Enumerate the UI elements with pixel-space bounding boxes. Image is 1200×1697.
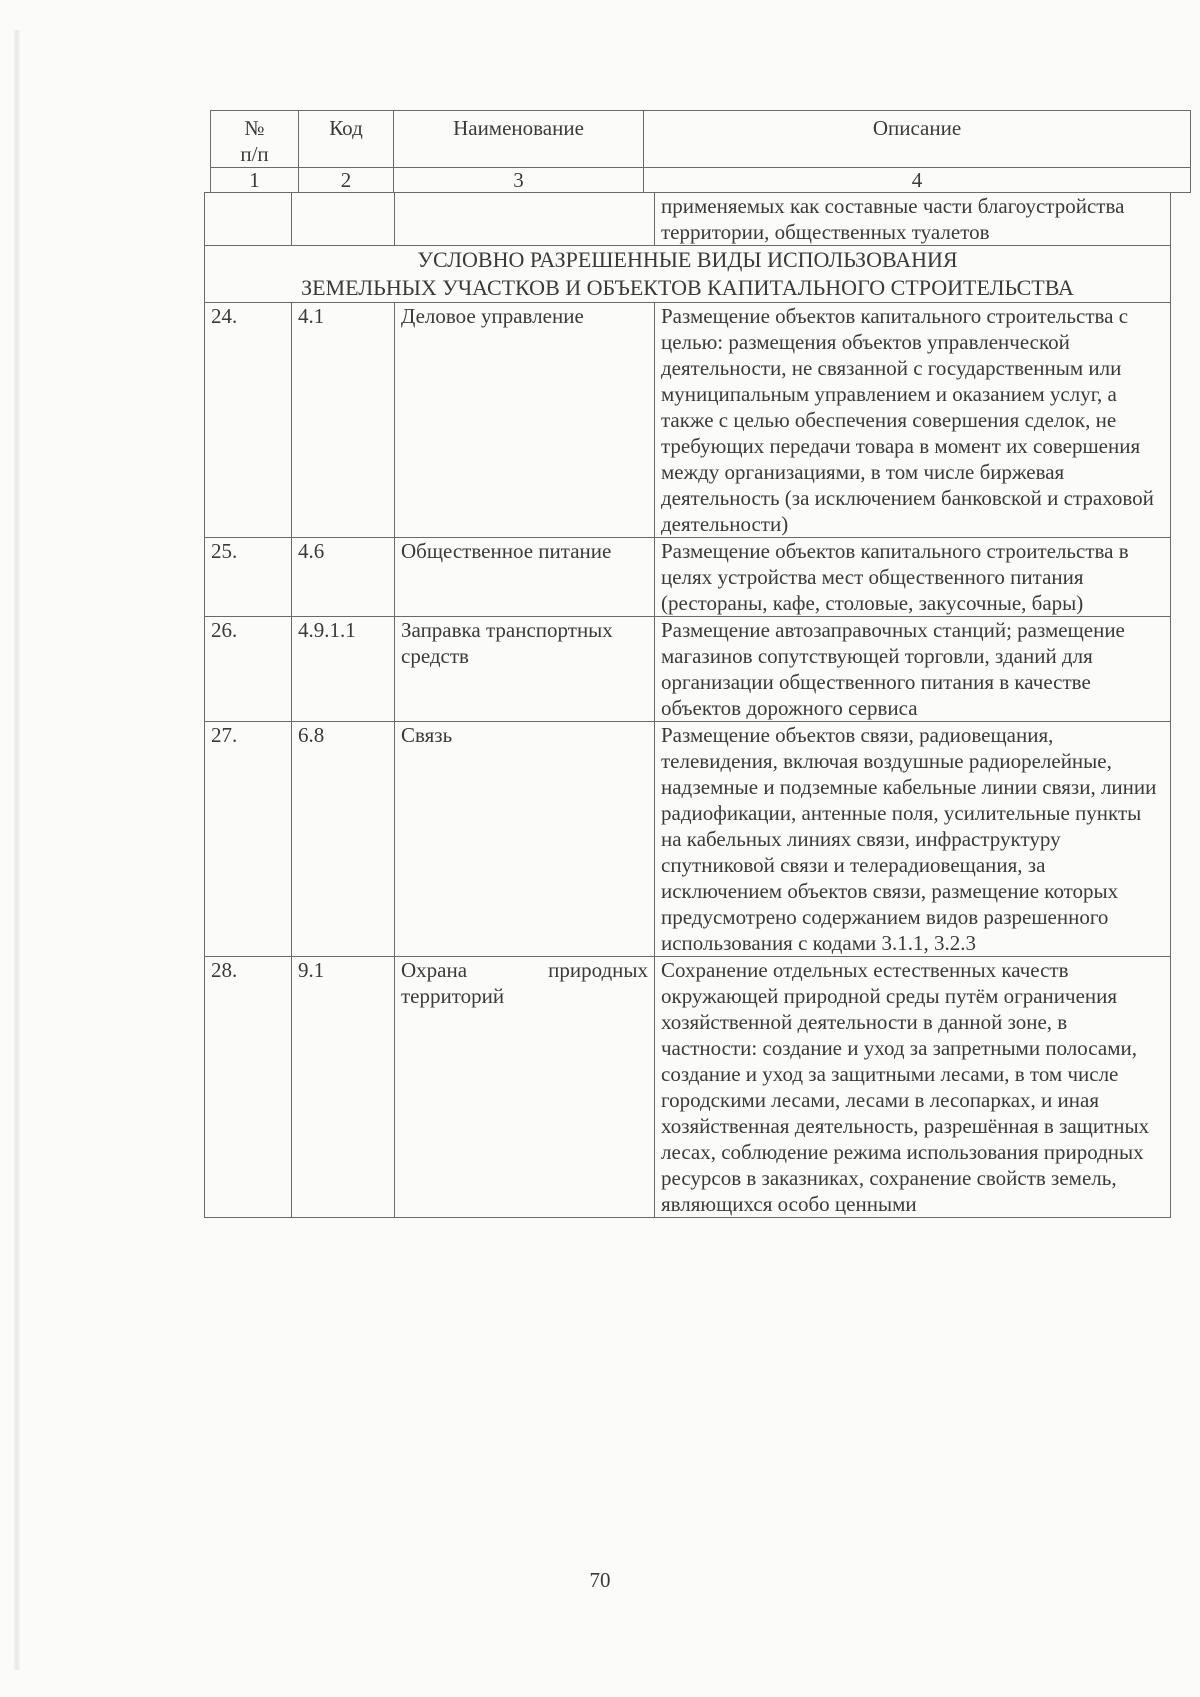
section-title-row bbox=[205, 246, 1171, 303]
table-row bbox=[205, 303, 1171, 538]
table-row-continuation bbox=[205, 193, 1171, 246]
header-num bbox=[211, 111, 299, 168]
table-row bbox=[205, 722, 1171, 957]
row-code: 4.1 bbox=[292, 303, 395, 538]
header-name-label: Наименование bbox=[453, 116, 584, 140]
row-desc: Размещение объектов капитального строительства с целью: размещения объектов управленческой деятельности, не связанной с государственным или муниципальным управлением и оказанием услуг, а также с целью обеспечения совершения сделок, не требующих передачи товара в момент их совершения между организациями, в том числе биржевая деятельность (за исключением банковской и страховой деятельности) bbox=[655, 303, 1171, 538]
row-desc: Сохранение отдельных естественных качеств окружающей природной среды путём ограничения хозяйственной деятельности в данной зоне, в частности: создание и уход за запретными полосами, создание и уход за защитными лесами, в том числе городскими лесами, лесами в лесопарках, и иная хозяйственная деятельность, разрешённая в защитных лесах, соблюдение режима использования природных ресурсов в заказниках, сохранение свойств земель, являющихся особо ценными bbox=[655, 957, 1171, 1218]
row-code: 6.8 bbox=[292, 722, 395, 957]
column-number-4: 4 bbox=[644, 168, 1191, 193]
page-number: 70 bbox=[589, 1568, 611, 1592]
continuation-desc: применяемых как составные части благоустройства территории, общественных туалетов bbox=[655, 193, 1171, 246]
section-title-line1: УСЛОВНО РАЗРЕШЕННЫЕ ВИДЫ ИСПОЛЬЗОВАНИЯ bbox=[417, 247, 958, 272]
row-num: 25. bbox=[205, 538, 292, 617]
row-num: 27. bbox=[205, 722, 292, 957]
column-number-1: 1 bbox=[211, 168, 299, 193]
table-body bbox=[204, 192, 1171, 1218]
section-title bbox=[205, 246, 1171, 303]
header-code bbox=[299, 111, 394, 168]
row-code: 4.6 bbox=[292, 538, 395, 617]
column-number-2: 2 bbox=[299, 168, 394, 193]
section-title-line2: ЗЕМЕЛЬНЫХ УЧАСТКОВ И ОБЪЕКТОВ КАПИТАЛЬНОГО СТРОИТЕЛЬСТВА bbox=[301, 275, 1074, 300]
row-name: Общественное питание bbox=[395, 538, 655, 617]
row-name: Охрана природных территорий bbox=[395, 957, 655, 1218]
header-desc-label: Описание bbox=[872, 116, 962, 140]
row-name: Заправка транспортных средств bbox=[395, 617, 655, 722]
header-desc bbox=[644, 111, 1191, 168]
row-num: 26. bbox=[205, 617, 292, 722]
table-row bbox=[205, 617, 1171, 722]
row-num: 28. bbox=[205, 957, 292, 1218]
header-num-label: № п/п bbox=[240, 116, 269, 166]
row-code: 4.9.1.1 bbox=[292, 617, 395, 722]
row-name: Деловое управление bbox=[395, 303, 655, 538]
table-row bbox=[205, 957, 1171, 1218]
row-code: 9.1 bbox=[292, 957, 395, 1218]
header-name bbox=[394, 111, 644, 168]
row-name: Связь bbox=[395, 722, 655, 957]
row-desc: Размещение объектов связи, радиовещания, телевидения, включая воздушные радиорелейные, надземные и подземные кабельные линии связи, линии радиофикации, антенные поля, усилительные пункты на кабельных линиях связи, инфраструктуру спутниковой связи и телерадиовещания, за исключением объектов связи, размещение которых предусмотрено содержанием видов разрешенного использования с кодами 3.1.1, 3.2.3 bbox=[655, 722, 1171, 957]
table-header bbox=[210, 110, 1191, 193]
header-code-label: Код bbox=[329, 116, 363, 140]
column-number-3: 3 bbox=[394, 168, 644, 193]
table-row bbox=[205, 538, 1171, 617]
row-num: 24. bbox=[205, 303, 292, 538]
row-desc: Размещение объектов капитального строительства в целях устройства мест общественного питания (рестораны, кафе, столовые, закусочные, бары) bbox=[655, 538, 1171, 617]
scan-edge bbox=[14, 30, 20, 1670]
row-desc: Размещение автозаправочных станций; размещение магазинов сопутствующей торговли, зданий для организации общественного питания в качестве объектов дорожного сервиса bbox=[655, 617, 1171, 722]
